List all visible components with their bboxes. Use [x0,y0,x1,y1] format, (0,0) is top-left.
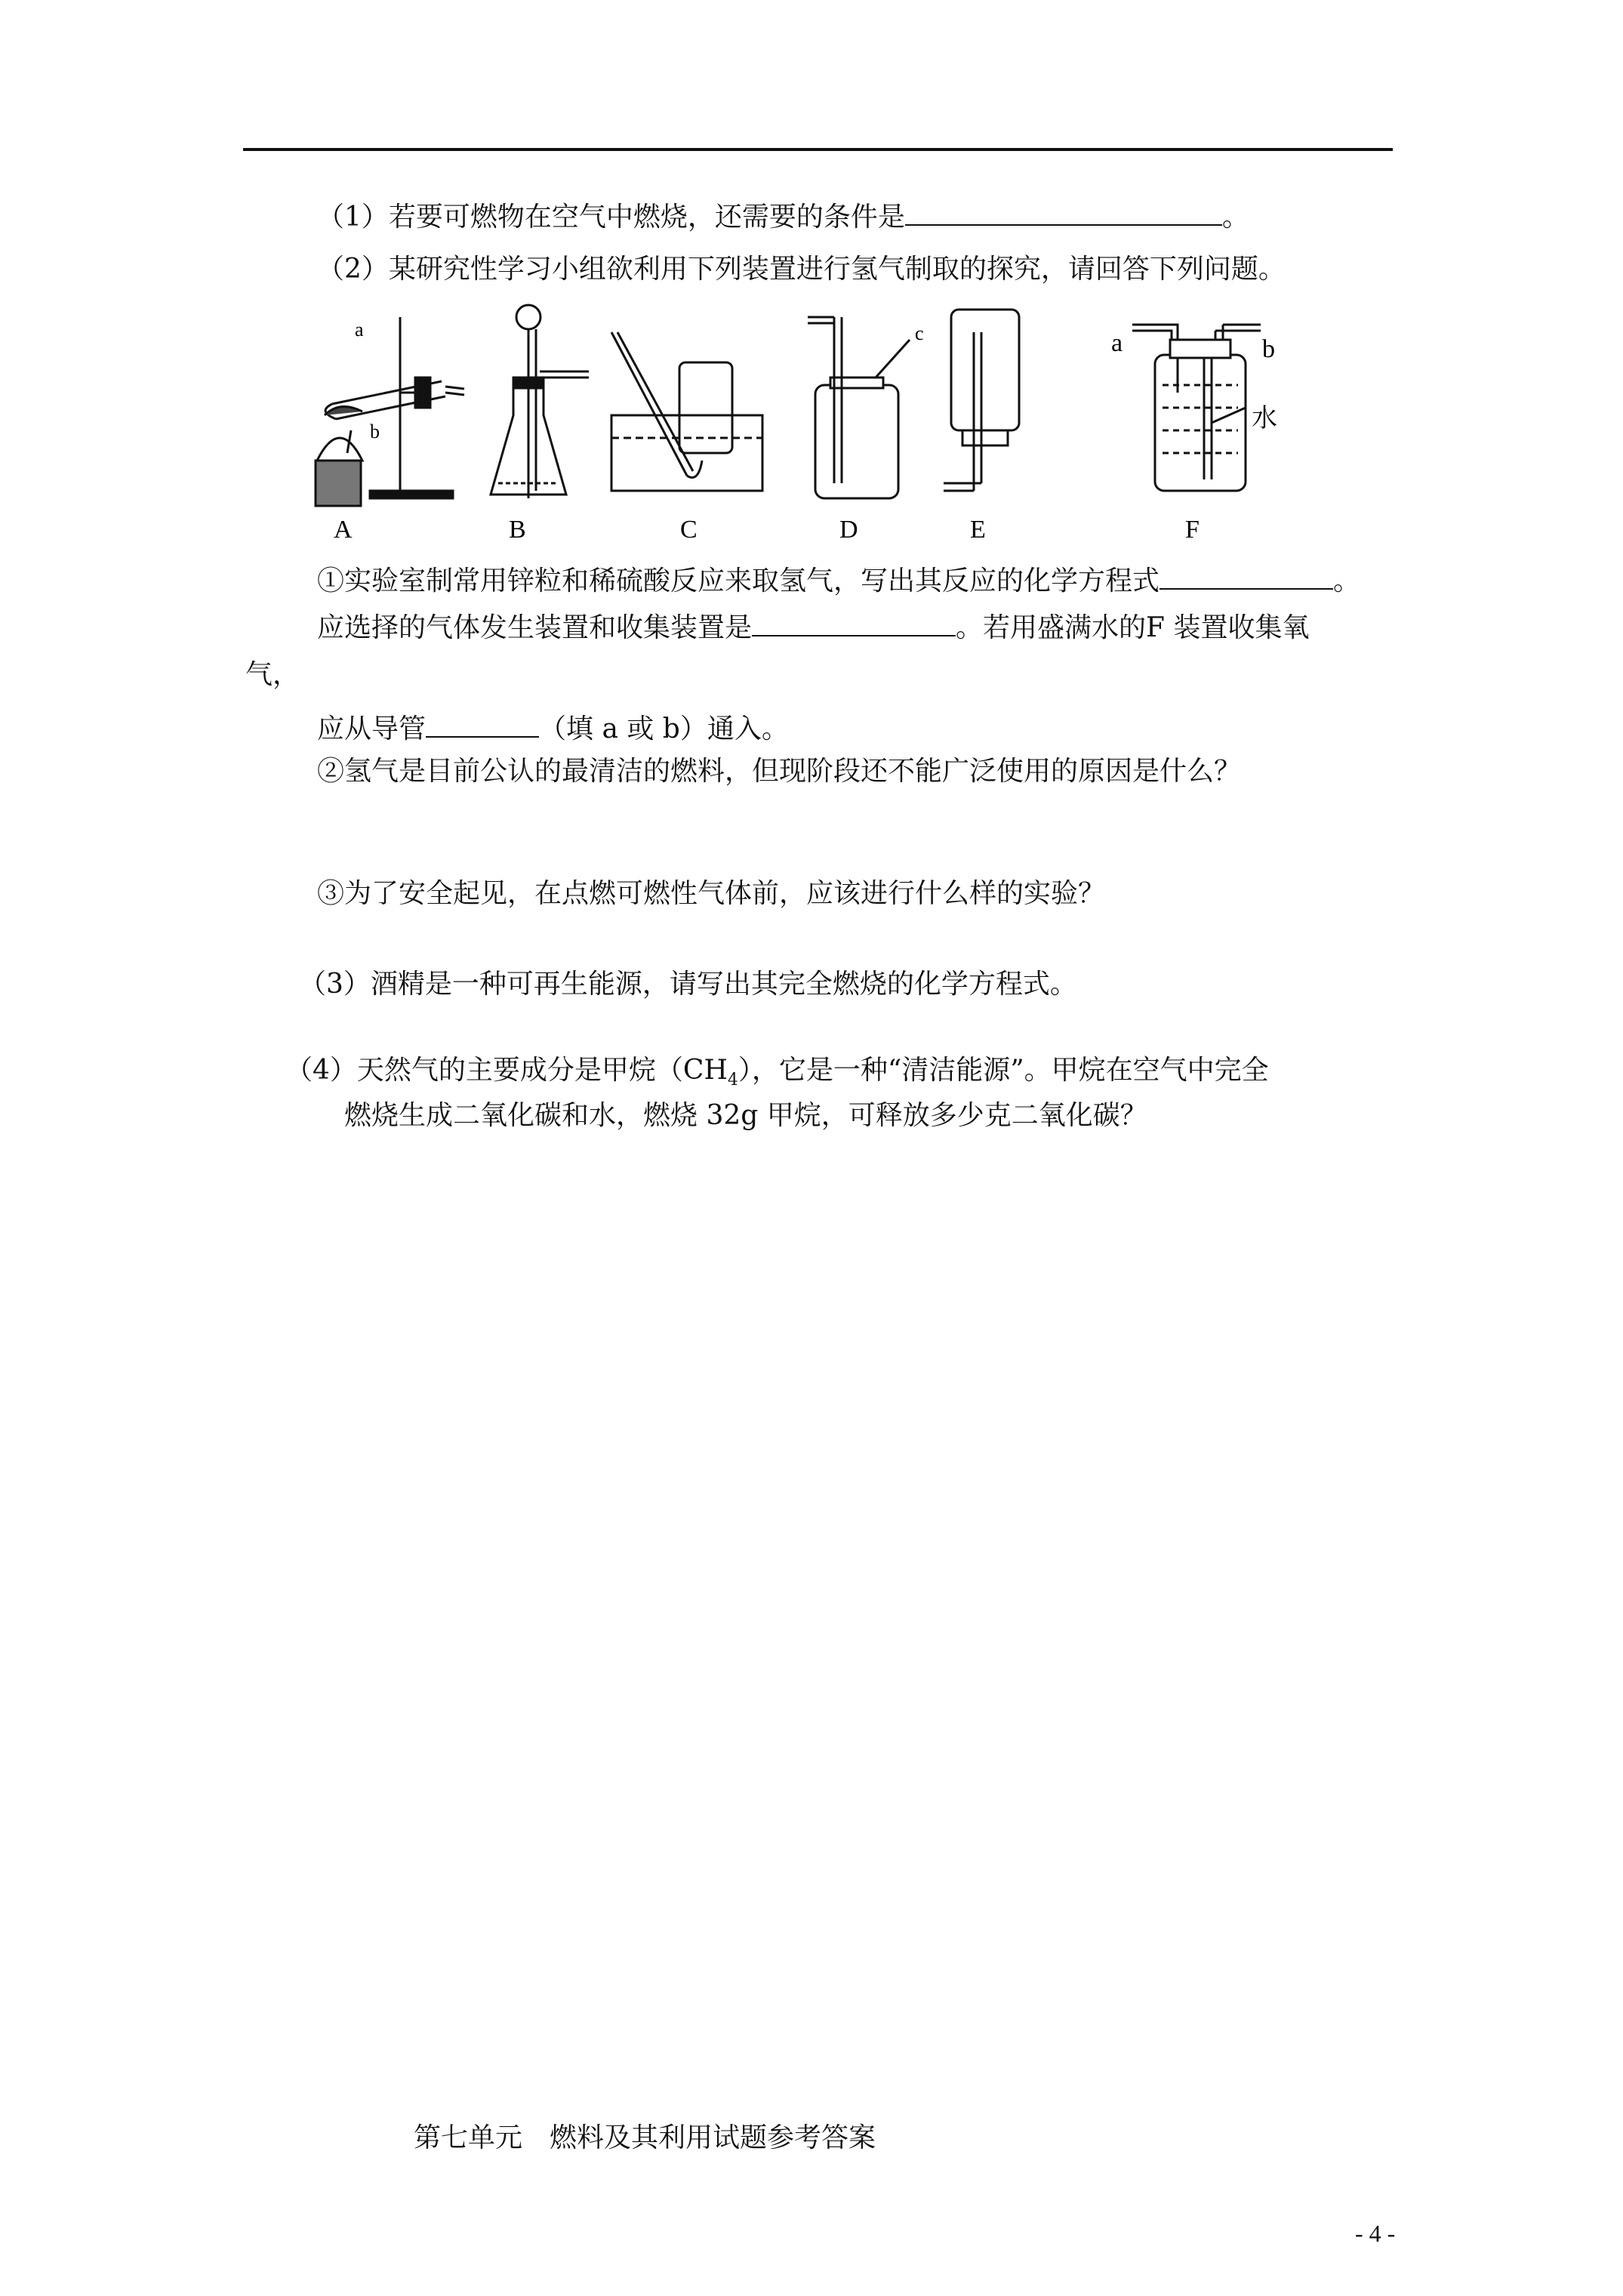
apparatus-d [808,317,910,498]
label-f-a: a [1111,329,1123,357]
label-water: 水 [1252,403,1277,433]
question-2-2: ②氢气是目前公认的最清洁的燃料，但现阶段还不能广泛使用的原因是什么？ [317,756,1242,787]
apparatus-b [491,305,589,498]
apparatus-f [1132,325,1261,491]
answer-blank[interactable] [905,202,1222,226]
apparatus-figure [302,302,1359,562]
fig-label-d: D [839,516,858,544]
label-b-small: b [370,421,380,442]
answer-blank[interactable] [1160,566,1333,590]
fig-label-c: C [680,516,698,544]
label-a-small: a [355,319,364,341]
label-c: c [915,322,924,344]
question-2-1-line1: ①实验室制常用锌粒和稀硫酸反应来取氢气，写出其反应的化学方程式 。 [317,566,1361,596]
fig-label-b: B [509,516,526,544]
question-3: （3）酒精是一种可再生能源，请写出其完全燃烧的化学方程式。 [299,969,1077,1000]
label-f-b: b [1262,335,1275,363]
apparatus-a [316,317,464,506]
question-4-line2: 燃烧生成二氧化碳和水，燃烧 32g 甲烷，可释放多少克二氧化碳？ [344,1100,1147,1131]
fig-label-a: A [334,516,353,544]
apparatus-diagram [302,302,1359,559]
apparatus-e [944,310,1019,491]
question-4-line1: （4）天然气的主要成分是甲烷$(CH_4)$，它是一种“清洁能源”。甲烷在空气中完全 [285,1055,1269,1090]
answer-blank[interactable] [426,713,539,738]
fig-label-e: E [970,516,986,544]
question-1: （1）若要可燃物在空气中燃烧，还需要的条件是 。 [317,202,1249,233]
answer-section-title: 第七单元 燃料及其利用试题参考答案 [414,2122,876,2153]
answer-blank[interactable] [752,612,956,636]
question-2-1-line2-cont: 气， [245,659,300,690]
header-rule [243,148,1393,151]
fig-label-f: F [1185,516,1200,544]
apparatus-c [611,332,762,491]
question-2: （2）某研究性学习小组欲利用下列装置进行氢气制取的探究，请回答下列问题。 [317,254,1286,285]
question-2-1-line2: 应选择的气体发生装置和收集装置是 。若用盛满水的F 装置收集氧 [317,612,1310,643]
question-2-3: ③为了安全起见，在点燃可燃性气体前，应该进行什么样的实验？ [317,878,1106,909]
question-2-1-line3: 应从导管 （填 a 或 b）通入。 [317,713,789,744]
page-number: - 4 - [1355,2220,1396,2247]
